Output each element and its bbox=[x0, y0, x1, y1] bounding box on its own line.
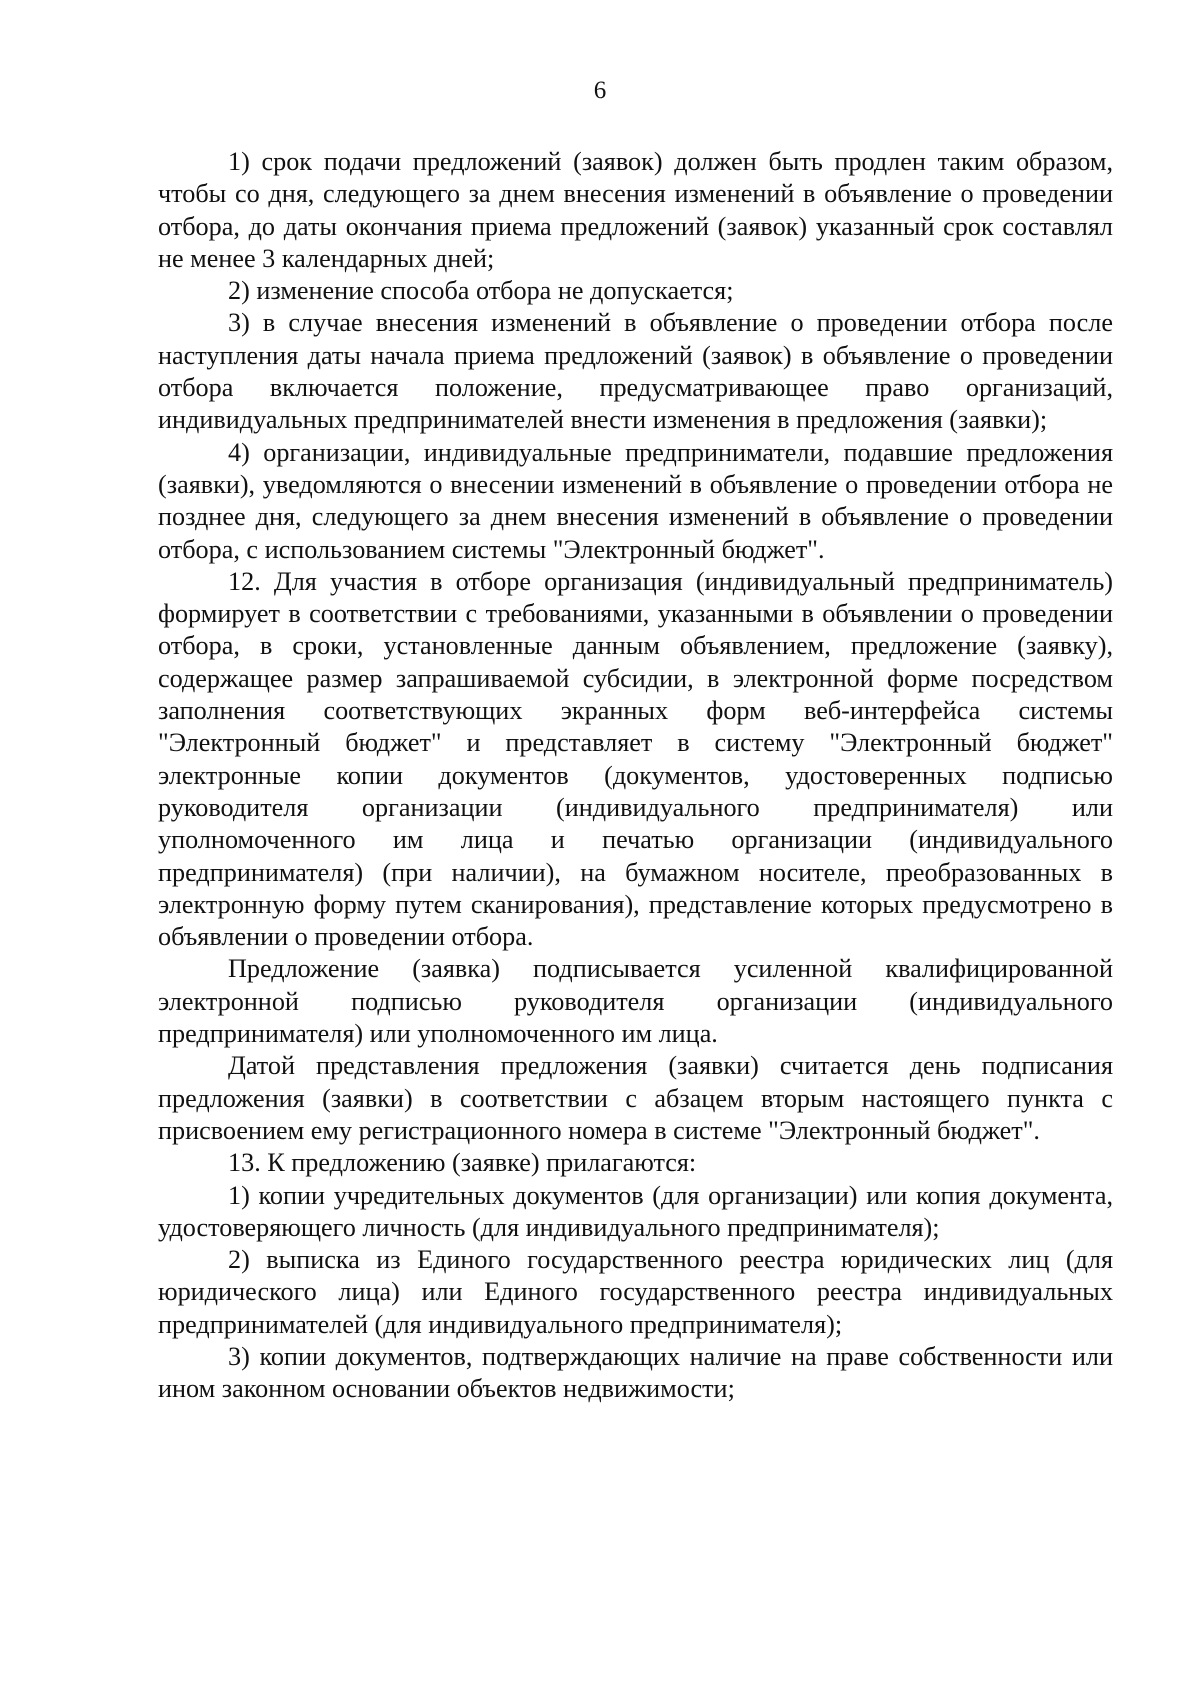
paragraph: 4) организации, индивидуальные предприниматели, подавшие предложения (заявки), уведомляются о внесении изменений в объявление о проведении отбора не позднее дня, следующего за днем внесения изменений в объявление о проведении отбора, с использованием системы "Электронный бюджет". bbox=[158, 437, 1113, 564]
page-number: 6 bbox=[593, 77, 607, 104]
paragraph: 2) выписка из Единого государственного реестра юридических лиц (для юридического лица) или Единого государственного реестра индивидуальных предпринимателей (для индивидуального предпринимателя); bbox=[158, 1245, 1113, 1339]
paragraph: Датой представления предложения (заявки) считается день подписания предложения (заявки) в соответствии с абзацем вторым настоящего пункта с присвоением ему регистрационного номера в системе "Электронный бюджет". bbox=[158, 1051, 1113, 1145]
paragraph: 2) изменение способа отбора не допускается; bbox=[228, 276, 734, 306]
paragraph: 13. К предложению (заявке) прилагаются: bbox=[228, 1148, 697, 1178]
paragraph: Предложение (заявка) подписывается усиленной квалифицированной электронной подписью руководителя организации (индивидуального предпринимателя) или уполномоченного им лица. bbox=[158, 954, 1113, 1049]
document-body bbox=[158, 146, 1113, 1406]
paragraph: 1) срок подачи предложений (заявок) должен быть продлен таким образом, чтобы со дня, следующего за днем внесения изменений в объявление о проведении отбора, до даты окончания приема предложений (заявок) указанный срок составлял не менее 3 календарных дней; bbox=[158, 147, 1113, 273]
paragraph: 1) копии учредительных документов (для организации) или копия документа, удостоверяющего личность (для индивидуального предпринимателя); bbox=[158, 1180, 1113, 1242]
paragraph: 12. Для участия в отборе организация (индивидуальный предприниматель) формирует в соответствии с требованиями, указанными в объявлении о проведении отбора, в сроки, установленные данным объявлением, предложение (заявку), содержащее размер запрашиваемой субсидии, в электронной форме посредством заполнения соответствующих экранных форм веб-интерфейса системы "Электронный бюджет" и представляет в систему "Электронный бюджет" электронные копии документов (документов, удостоверенных подписью руководителя организации (индивидуального предпринимателя) или уполномоченного им лица и печатью организации (индивидуального предпринимателя) (при наличии), на бумажном носителе, преобразованных в электронную форму путем сканирования), представление которых предусмотрено в объявлении о проведении отбора. bbox=[158, 566, 1113, 952]
paragraph: 3) в случае внесения изменений в объявление о проведении отбора после наступления даты начала приема предложений (заявок) в объявление о проведении отбора включается положение, предусматривающее право организаций, индивидуальных предпринимателей внести изменения в предложения (заявки); bbox=[158, 308, 1113, 435]
paragraph: 3) копии документов, подтверждающих наличие на праве собственности или ином законном основании объектов недвижимости; bbox=[158, 1341, 1113, 1404]
